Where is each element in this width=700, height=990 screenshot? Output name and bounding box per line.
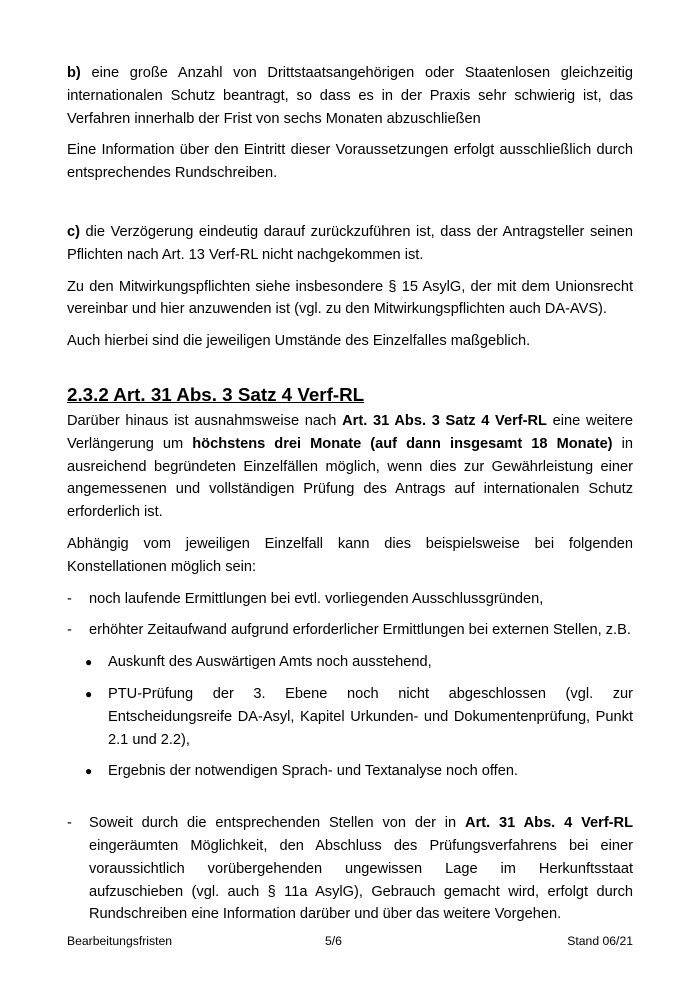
label-b: b): [67, 65, 81, 81]
bullet-item: [67, 683, 633, 751]
page-number: 5/6: [325, 934, 342, 948]
paragraph-konstellationen: Abhängig vom jeweiligen Einzelfall kann dies beispielsweise bei folgenden Konstellationen möglich sein:: [67, 535, 633, 575]
bullet-icon: ●: [85, 764, 93, 779]
list-item-text: [89, 815, 633, 922]
bold-duration: höchstens drei Monate (auf dann insgesamt 18 Monate): [192, 435, 613, 452]
dash-marker: -: [67, 590, 72, 607]
paragraph-b-info: Eine Information über den Eintritt dieser Voraussetzungen erfolgt ausschließlich durch entsprechendes Rundschreiben.: [67, 142, 633, 182]
paragraph-mitwirkung: Zu den Mitwirkungspflichten siehe insbesondere § 15 AsylG, der mit dem Unionsrecht vereinbar und hier anzuwenden ist (vgl. zu den Mitwirkungspflichten auch DA-AVS).: [67, 278, 633, 318]
text-span: Soweit durch die entsprechenden Stellen von der in: [89, 815, 466, 832]
bullet-icon: ●: [85, 686, 93, 701]
section-heading: 2.3.2 Art. 31 Abs. 3 Satz 4 Verf-RL: [67, 383, 365, 405]
label-c: c): [67, 223, 80, 240]
text-span: eingeräumten Möglichkeit, den Abschluss des Prüfungsverfahrens bei einer voraussichtlich vorübergehenden ungewissen Lage im Herkunftsstaat aufzuschieben (vgl. auch § 11a AsylG), Gebrauch gemacht wird, erfolgt durch Rundschreiben eine Information darüber und über das weitere Vorgehen.: [89, 837, 633, 923]
paragraph-umstaende: Auch hierbei sind die jeweiligen Umstände des Einzelfalles maßgeblich.: [67, 333, 531, 350]
bullet-item: [67, 651, 633, 674]
bold-reference: Art. 31 Abs. 4 Verf-RL: [465, 815, 633, 832]
text-c: die Verzögerung eindeutig darauf zurückzuführen ist, dass der Antragsteller seinen Pflichten nach Art. 13 Verf-RL nicht nachgekommen ist.: [67, 223, 633, 263]
list-item-text: erhöhter Zeitaufwand aufgrund erforderlicher Ermittlungen bei externen Stellen, z.B.: [89, 622, 631, 639]
paragraph-verlaengerung: [67, 410, 633, 524]
text-span: Darüber hinaus ist ausnahmsweise nach: [67, 412, 343, 429]
text-span: in ausreichend begründeten Einzelfällen möglich, wenn dies zur Gewährleistung einer angemessenen und vollständigen Prüfung des Antrags auf internationalen Schutz erforderlich ist.: [67, 435, 633, 521]
footer-title: Bearbeitungsfristen: [67, 934, 173, 948]
bold-reference: Art. 31 Abs. 3 Satz 4 Verf-RL: [342, 412, 547, 429]
list-item: [67, 588, 633, 611]
paragraph-c: [67, 221, 633, 267]
spacer: [67, 194, 633, 221]
paragraph-b: [67, 62, 633, 130]
text-b: eine große Anzahl von Drittstaatsangehörigen oder Staatenlosen gleichzeitig internationalen Schutz beantragt, so dass es in der Praxis sehr schwierig ist, das Verfahren innerhalb der Frist von sechs Monaten abzuschließen: [67, 65, 633, 127]
page-content: [67, 62, 633, 935]
list-item: [67, 812, 633, 926]
dash-marker: -: [67, 622, 72, 639]
bullet-text: Auskunft des Auswärtigen Amts noch ausstehend,: [108, 654, 432, 671]
footer-date: Stand 06/21: [567, 934, 633, 948]
dash-marker: -: [67, 815, 72, 832]
list-item-text: noch laufende Ermittlungen bei evtl. vorliegenden Ausschlussgründen,: [89, 590, 544, 607]
bullet-icon: ●: [85, 655, 93, 670]
bullet-text: PTU-Prüfung der 3. Ebene noch nicht abgeschlossen (vgl. zur Entscheidungsreife DA-Asyl, Kapitel Urkunden- und Dokumentenprüfung, Punkt 2.1 und 2.2),: [108, 685, 633, 748]
text-span: eine weitere Verlängerung um: [67, 412, 633, 452]
bullet-text: Ergebnis der notwendigen Sprach- und Textanalyse noch offen.: [108, 763, 518, 780]
spacer: [67, 792, 633, 812]
bullet-item: [67, 760, 633, 783]
list-item: [67, 619, 633, 642]
spacer: [67, 362, 633, 382]
